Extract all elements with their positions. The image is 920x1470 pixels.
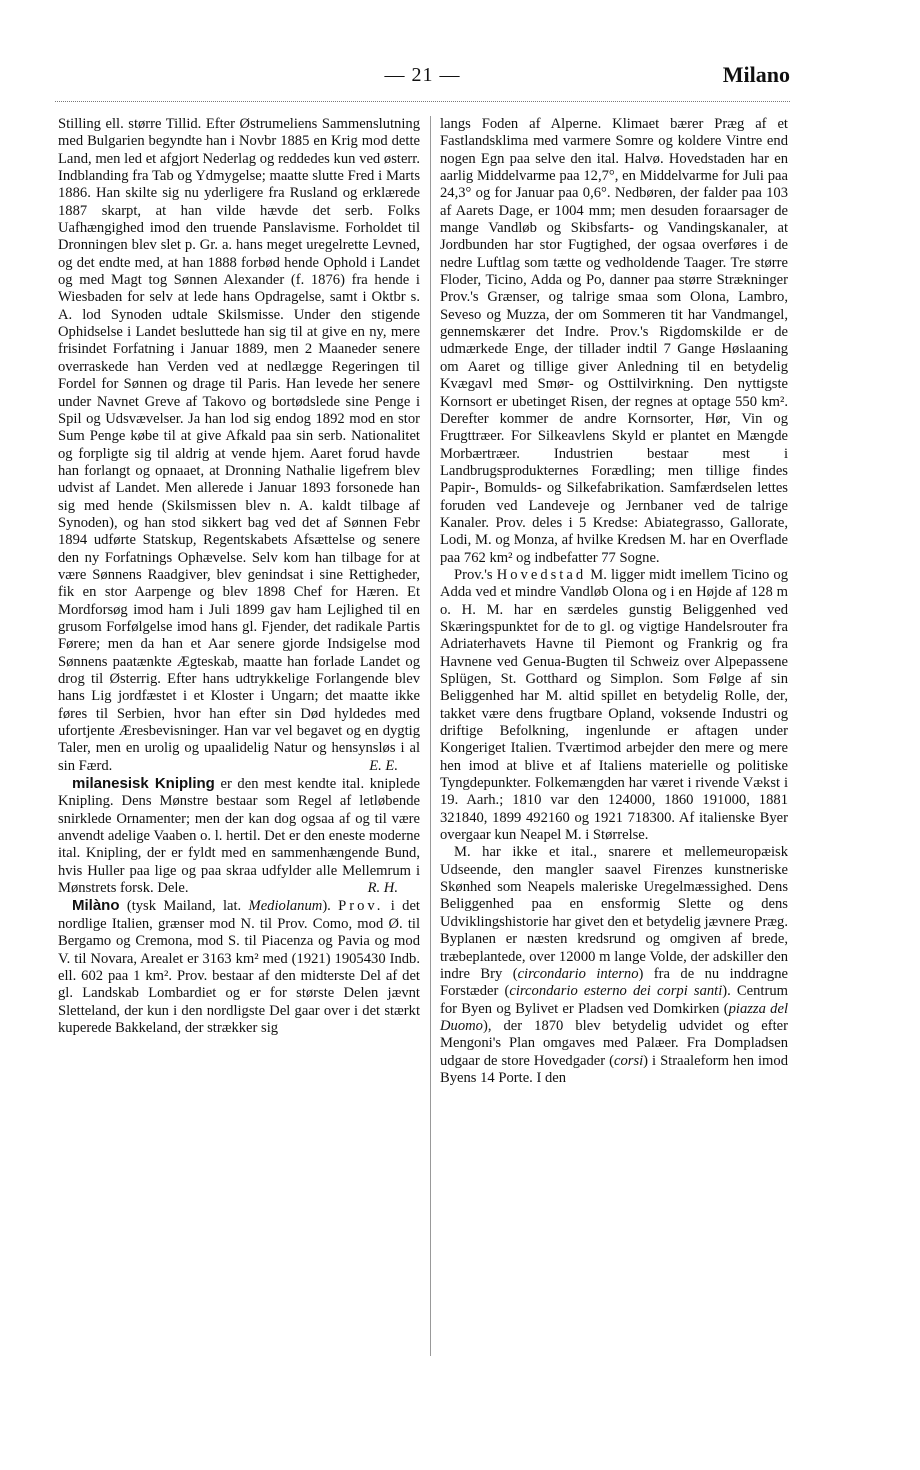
entry-headword: Milàno: [72, 897, 120, 915]
entry-text: i det nordlige Italien, grænser mod N. til Prov. Como, mod Ø. til Bergamo og Cremona, mod S. til Piacenza og Pavia og mod V. til Novara, Arealet er 3163 km² med (1921) 1905430 Indb. ell. 602 paa 1 km². Prov. bestaar af den midterste Del af det gl. Landskab Lombardiet og er for største Delen jævnt Sletteland, der kun i den nordligste Del gaar over i det stærkt kuperede Bakkeland, der strækker sig: [58, 898, 420, 1036]
paragraph-text: ). Centrum for Byen og Bylivet er Pladsen ved Domkirken (: [440, 983, 788, 1017]
left-column: [58, 116, 420, 1037]
entry-text: ).: [322, 898, 339, 915]
paragraph-text: M. har ikke et ital., snarere et mellemeuropæisk Udseende, den mangler saavel Firenzes kunstneriske Skønhed som Neapels maleriske Uregelmæssighed. Dens Beliggenhed paa en ensformig Slette og dens Udviklingshistorie har givet den et betydelig jævnere Præg. Byplanen er næsten kredsrund og omgiven af brede, træbeplantede, over 12000 m lange Volde, der adskiller den indre Bry (: [440, 844, 788, 982]
entry-milano: [58, 897, 420, 1037]
article-continuation: [58, 116, 420, 775]
italian-term: circondario interno: [517, 965, 639, 982]
italian-term: circondario esterno dei corpi santi: [509, 983, 723, 1000]
running-head: Milano: [722, 62, 790, 87]
paragraph-city-layout: [440, 844, 788, 1087]
paragraph-text: Prov.'s: [454, 566, 497, 583]
italian-term: corsi: [613, 1052, 644, 1069]
page-header: [55, 60, 790, 94]
paragraph-climate: langs Foden af Alperne. Klimaet bærer Præg af et Fastlandsklima med varmere Somre og koldere Vintre end nogen Egn paa selve den ital. Halvø. Hovedstaden har en aarlig Middelvarme paa 12,7°, en Middelvarme for Juli paa 24,3° og for Januar paa 0,6°. Nedbøren, der falder paa 103 af Aarets Dage, er 1004 mm; men desuden foraarsager de mange Vandløb og Skibsfarts- og Vandingskanaler, at Jordbunden har stor Fugtighed, der ogsaa overføres i de nedre Luftlag som tætte og vedholdende Taager. Tre større Floder, Ticino, Adda og Po, danner paa større Strækninger Prov.'s Grænser, og talrige smaa som Olona, Lambro, Seveso og Muzza, der om Sommeren tit har Vandmangel, gennemskærer det Indre. Prov.'s Rigdomskilde er de udmærkede Enge, der tillader indtil 7 Gange Høslaaning om Aaret og tillige giver Anledning til en betydelig Kvægavl med Smør- og Osttilvirkning. Den nyttigste Kornsort er ubetinget Risen, der regnes at optage 550 km². Derefter kommer de andre Kornsorter, Hør, Vin og Frugttræer. For Silkeavlens Skyld er plantet en Mængde Morbærtræer. Industrien bestaar mest i Landbrugsprodukternes Forædling; men tillige findes Papir-, Bomulds- og Silkefabrikation. Samfærdselen lettes foruden ved Landeveje og Jernbaner ved de talrige Kanaler. Prov. deles i 5 Kredse: Abiategrasso, Gallorate, Lodi, M. og Monza, af hvilke Kredsen M. har en Overflade paa 762 km² og indbefatter 77 Sogne.: [440, 116, 788, 566]
paragraph-hovedstad: [440, 567, 788, 845]
author-signature: E. E.: [369, 757, 398, 774]
header-rule: [55, 101, 790, 102]
entry-text: er den mest kendte ital. kniplede Knipling. Dens Mønstre bestaar som Regel af letløbende snirklede Ornamenter; men der kan dog ogsaa af og til være anvendt adelige Vaaben o. l. hertil. Det er den eneste moderne ital. Knipling, der er fyldt med en sammenhængende Bund, hvis Huller paa lige og paa skraa udfylder alle Mellemrum i Mønstrets forsk. Dele.: [58, 776, 420, 897]
spaced-keyword: Hovedstad: [496, 566, 587, 583]
column-rule: [430, 116, 431, 1356]
right-column: [440, 116, 788, 1087]
entry-headword: milanesisk Knipling: [72, 775, 215, 793]
entry-text: (tysk Mailand, lat.: [119, 898, 249, 915]
entry-milanesisk-knipling: [58, 775, 420, 897]
paragraph-text: ) fra de nu inddragne Forstæder (: [440, 965, 788, 1000]
italian-term: piazza del Duomo: [440, 1000, 789, 1034]
paragraph-text: Stilling ell. større Tillid. Efter Østrumeliens Sammenslutning med Bulgarien begyndte han i Novbr 1885 en Krig mod dette Land, men led et afgjort Nederlag og reddedes kun ved østerr. Indblanding fra Tab og Ydmygelse; maatte slutte Fred i Marts 1886. Han skilte sig nu yderligere fra Rusland og erklærede 1887 skarpt, at han vilde hævde det serb. Folks Uafhængighed imod den truende Panslavisme. Forholdet til Dronningen blev slet p. Gr. a. hans meget uregelrette Levned, og det endte med, at han 1888 forbød hende Ophold i Landet og med Magt tog Sønnen Alexander (f. 1876) fra hende i Wiesbaden for selv at lede hans Opdragelse, samt i Oktbr s. A. lod Synoden udtale Skilsmisse. Under den stigende Ophidselse i Landet besluttede han sig til at give en ny, mere frisindet Forfatning i Januar 1889, men 2 Maaneder senere overraskede han Verden ved at nedlægge Regeringen til Fordel for Sønnen og drage til Paris. Han levede her senere under Navnet Greve af Takovo og bortødslede sine Penge i Spil og Udsvævelser. Ja han lod sig endog 1892 mod en stor Sum Penge købe til at give Afkald paa sin serb. Nationalitet og forpligte sig til aldrig at vende hjem. Aaret forud havde han forlangt og opnaaet, at Dronning Nathalie ligefrem blev udvist af Landet. Men allerede i Januar 1893 forsonede han sig med hende (Skilsmissen blev n. A. kaldt tilbage af Synoden), og han stod sikkert bag ved det af Sønnen Febr 1894 udførte Statskup, Regentskabets Afsættelse og senere den ny Forfatnings Ophævelse. Selv kom han tilbage for at være Sønnens Raadgiver, blev genindsat i sine Rettigheder, fik en stor Aarpenge og blev 1898 Chef for Hæren. Et Mordforsøg imod ham i Juli 1899 gav ham Lejlighed til en grusom Forfølgelse imod hans gl. Fjender, det radikale Partis Førere; men da han et Aar senere gjorde Indsigelse mod Sønnens paatænkte Ægteskab, maatte han forlade Landet og drog til Østerrig. Efter hans udtrykkelige Forlangende blev hans Lig jordfæstet i et Kloster i Ungarn; det maatte ikke føres til Serbien, hvor han efter sin Død hyldedes med ufortjente Æresbevisninger. Han var vel begavet og en dygtig Taler, men en urolig og upaalidelig Natur og hensynsløs i al sin Færd.: [58, 116, 420, 774]
paragraph-text: M. ligger midt imellem Ticino og Adda ved et mindre Vandløb Olona og i en Højde af 128 m o. H. M. har en særdeles gunstig Beliggenhed ved Skæringspunktet for de to gl. og vigtige Handelsrouter fra Adriaterhavets Havne til Piemont og Frankrig og fra Havnene ved Genua-Bugten til Schweiz over Alpepassene Splügen, St. Gotthard og Simplon. Som Følge af sin Beliggenhed har M. altid spillet en betydelig Rolle, der, takket være dens frugtbare Opland, voksende Industri og driftige Befolkning, ingenlunde er aftagen under Kongeriget Italien. Tværtimod arbejder den mere og mere hen imod at blive et af Italiens materielle og politiske Tyngdepunkter. Folkemængden har været i rivende Vækst i 19. Aarh.; 1810 var den 124000, 1860 191000, 1881 321840, 1899 492160 og 1921 718300. Af italienske Byer overgaar kun Neapel M. i Størrelse.: [440, 566, 788, 844]
paragraph-text: ), der 1870 blev betydelig udvidet og efter Mengoni's Plan omgaves med Palæer. Fra Dompladsen udgaar de store Hovedgader (: [440, 1017, 788, 1069]
paragraph-text: ) i Straaleform hen imod Byens 14 Porte. I den: [440, 1052, 788, 1086]
latin-name: Mediolanum: [248, 898, 323, 915]
page-number: — 21 —: [384, 64, 461, 86]
spaced-keyword: Prov.: [338, 898, 384, 915]
author-signature: R. H.: [367, 880, 398, 897]
